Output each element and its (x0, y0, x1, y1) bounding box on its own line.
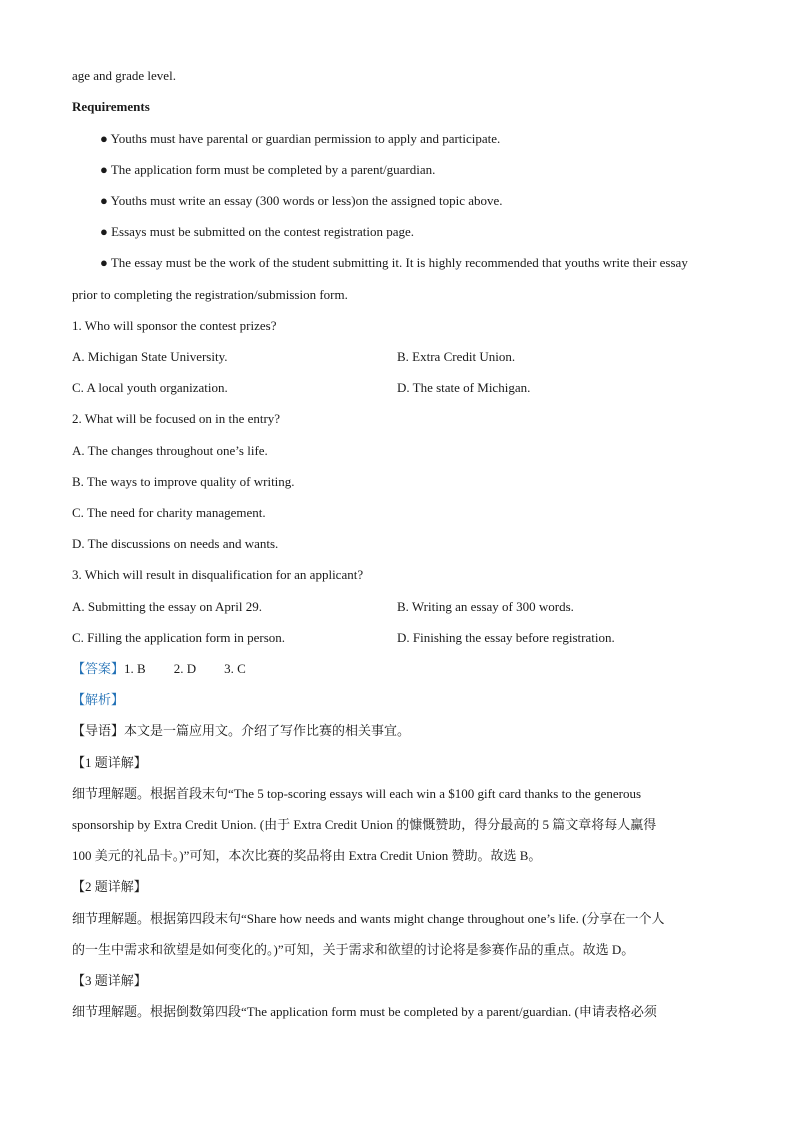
question-3-option-a: A. Submitting the essay on April 29. (72, 599, 262, 614)
question-2-stem: 2. What will be focused on in the entry? (72, 411, 281, 426)
question-1-option-a: A. Michigan State University. (72, 349, 228, 364)
question-1-option-c: C. A local youth organization. (72, 380, 228, 395)
q1-detail-text: sponsorship by Extra Credit Union. (由于 Extra Credit Union 的慷慨赞助，得分最高的 5 篇文章将每人赢得 (72, 817, 657, 832)
q1-detail-label: 【1 题详解】 (72, 755, 147, 770)
answer-label: 【答案】 (72, 661, 125, 676)
answer-3: 3. C (224, 661, 246, 676)
question-3-option-c: C. Filling the application form in person. (72, 630, 286, 645)
question-1-option-b: B. Extra Credit Union. (397, 349, 516, 364)
answer-1: 1. B (124, 661, 146, 676)
q2-detail-label: 【2 题详解】 (72, 879, 147, 894)
question-1-option-d: D. The state of Michigan. (397, 380, 531, 395)
q1-detail-text: 100 美元的礼品卡。)”可知，本次比赛的奖品将由 Extra Credit Union 赞助。故选 B。 (72, 848, 542, 863)
analysis-label: 【解析】 (72, 692, 125, 707)
requirement-item: ● Youths must write an essay (300 words or less)on the assigned topic above. (100, 193, 503, 208)
requirement-item: ● The application form must be completed by a parent/guardian. (100, 162, 436, 177)
question-2-option-d: D. The discussions on needs and wants. (72, 536, 279, 551)
requirement-item: ● Youths must have parental or guardian permission to apply and participate. (100, 131, 501, 146)
analysis-guide: 【导语】本文是一篇应用文。介绍了写作比赛的相关事宜。 (72, 723, 411, 738)
requirement-item: ● The essay must be the work of the student submitting it. It is highly recommended that youths write their essay (100, 255, 688, 270)
q1-detail-text: 细节理解题。根据首段末句“The 5 top-scoring essays will each win a $100 gift card thanks to the generous (72, 786, 641, 801)
question-2-option-c: C. The need for charity management. (72, 505, 266, 520)
question-3-option-d: D. Finishing the essay before registration. (397, 630, 615, 645)
requirements-heading: Requirements (72, 99, 150, 114)
requirement-item: ● Essays must be submitted on the contest registration page. (100, 224, 415, 239)
intro-tail-text: age and grade level. (72, 68, 176, 83)
question-3-stem: 3. Which will result in disqualification for an applicant? (72, 567, 364, 582)
question-2-option-b: B. The ways to improve quality of writing. (72, 474, 295, 489)
question-2-option-a: A. The changes throughout one’s life. (72, 443, 268, 458)
q3-detail-text: 细节理解题。根据倒数第四段“The application form must be completed by a parent/guardian. (申请表格必须 (72, 1004, 657, 1019)
requirement-item-continuation: prior to completing the registration/submission form. (72, 287, 348, 302)
q2-detail-text: 的一生中需求和欲望是如何变化的。)”可知，关于需求和欲望的讨论将是参赛作品的重点。故选 D。 (72, 942, 635, 957)
question-3-option-b: B. Writing an essay of 300 words. (397, 599, 574, 614)
q3-detail-label: 【3 题详解】 (72, 973, 147, 988)
answer-2: 2. D (173, 661, 197, 676)
question-1-stem: 1. Who will sponsor the contest prizes? (72, 318, 277, 333)
answer-line (72, 661, 246, 677)
q2-detail-text: 细节理解题。根据第四段末句“Share how needs and wants might change throughout one’s life. (分享在一个人 (72, 911, 665, 926)
